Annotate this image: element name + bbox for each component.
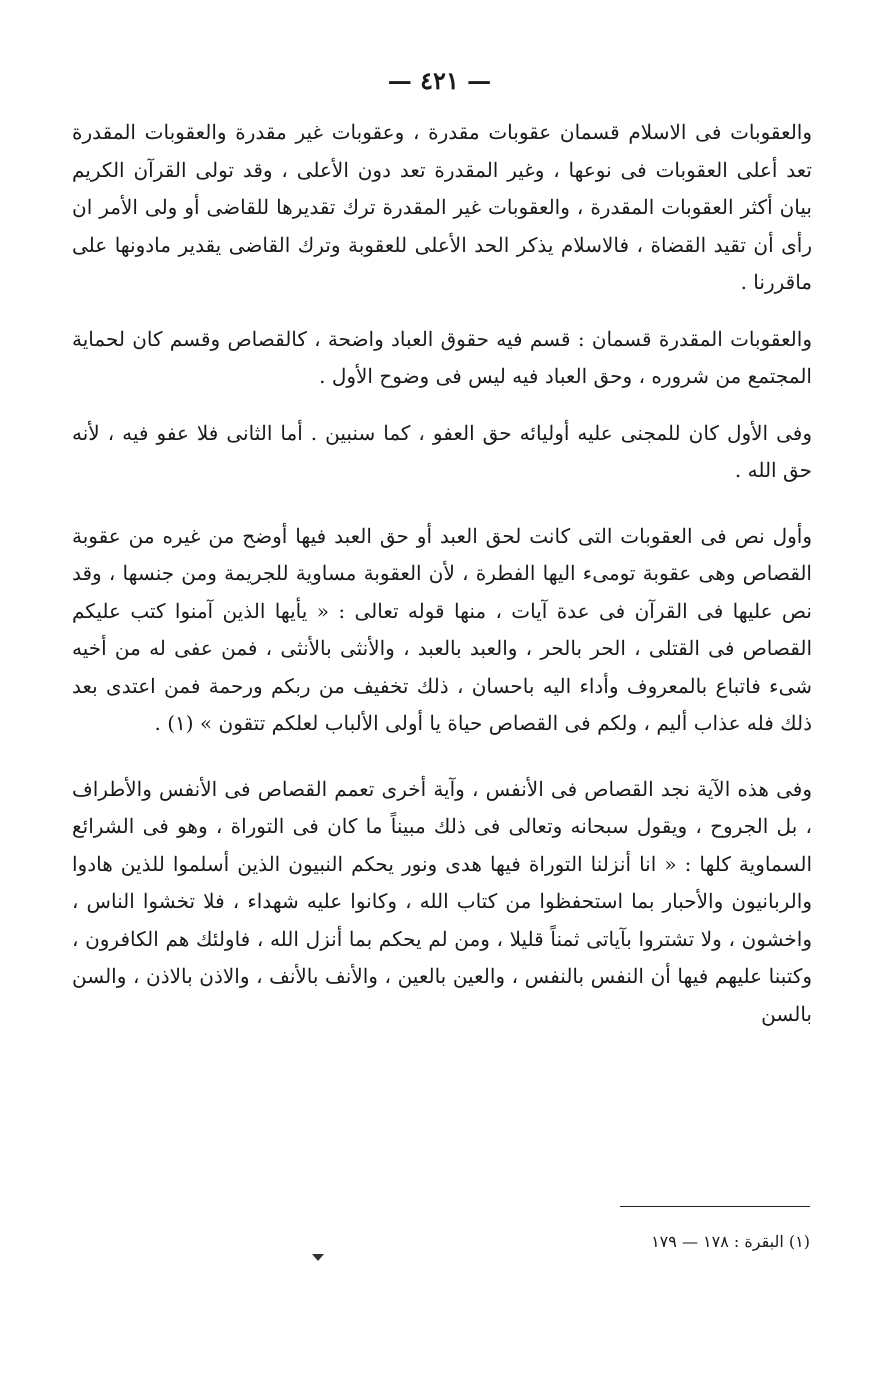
paragraph-2: والعقوبات المقدرة قسمان : قسم فيه حقوق العباد واضحة ، كالقصاص وقسم كان لحماية المجتمع من شروره ، وحق العباد فيه ليس فى وضوح الأول . — [72, 326, 812, 388]
ink-mark — [312, 1254, 324, 1261]
page-number: — ٤٢١ — — [387, 66, 492, 95]
paragraph-3: وفى الأول كان للمجنى عليه أوليائه حق العفو ، كما سنبين . أما الثانى فلا عفو فيه ، لأنه حق الله . — [72, 420, 812, 482]
footnote: (١) البقرة : ١٧٨ — ١٧٩ — [651, 1232, 810, 1251]
footnote-divider — [620, 1206, 810, 1207]
paragraph-4: وأول نص فى العقوبات التى كانت لحق العبد أو حق العبد فيها أوضح من غيره من عقوبة القصاص وهى عقوبة تومىء اليها الفطرة ، لأن العقوبة مساوية للجريمة ومن جنسها ، وقد نص عليها فى القرآن فى عدة آيات ، منها قوله تعالى : « يأيها الذين آمنوا كتب عليكم القصاص فى القتلى ، الحر بالحر ، والعبد بالعبد ، والأنثى بالأنثى ، فمن عفى له من أخيه شىء فاتباع بالمعروف وأداء اليه باحسان ، ذلك تخفيف من ربكم ورحمة فمن اعتدى بعد ذلك فله عذاب أليم ، ولكم فى القصاص حياة يا أولى الألباب لعلكم تتقون » (١) . — [72, 523, 813, 735]
paragraph-5: وفى هذه الآية نجد القصاص فى الأنفس ، وآية أخرى تعمم القصاص فى الأنفس والأطراف ، بل الجروح ، ويقول سبحانه وتعالى فى ذلك مبيناً ما كان فى التوراة ، وهو فى الشرائع السماوية كلها : « انا أنزلنا التوراة فيها هدى ونور يحكم النبيون الذين أسلموا للذين هادوا والربانيون والأحبار بما استحفظوا من كتاب الله ، وكانوا عليه شهداء ، فلا تخشوا الناس ، واخشون ، ولا تشتروا بآياتى ثمناً قليلا ، ومن لم يحكم بما أنزل الله ، فاولئك هم الكافرون ، وكتبنا عليهم فيها أن النفس بالنفس ، والعين بالعين ، والأنف بالأنف ، والاذن بالاذن ، والسن بالسن — [72, 776, 812, 1026]
body-text — [72, 114, 812, 1033]
paragraph-1: والعقوبات فى الاسلام قسمان عقوبات مقدرة ، وعقوبات غير مقدرة والعقوبات المقدرة تعد أعلى العقوبات فى نوعها ، وغير المقدرة تعد دون الأعلى ، وقد تولى القرآن الكريم بيان أكثر العقوبات المقدرة ، والعقوبات غير المقدرة ترك تقديرها للقاضى أو ولى الأمر ان رأى أن تقيد القضاة ، فالاسلام يذكر الحد الأعلى للعقوبة وترك القاضى يقدير مادونها على ماقررنا . — [72, 120, 812, 294]
